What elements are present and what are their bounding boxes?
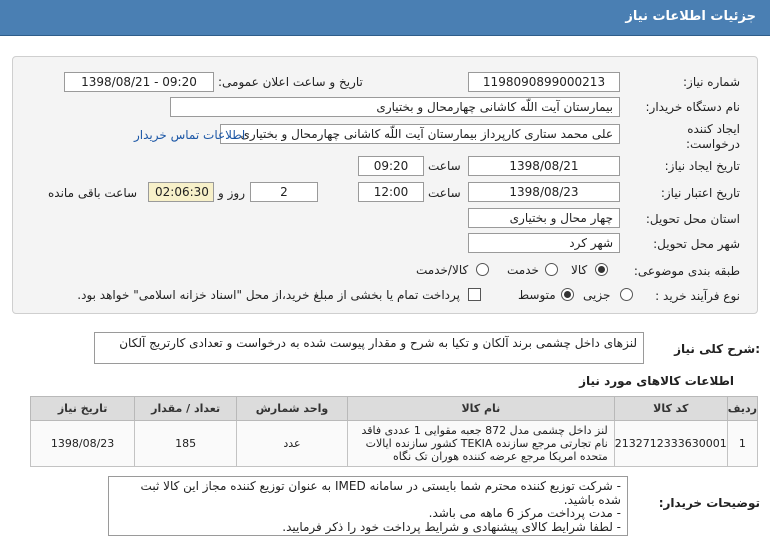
category-service-radio[interactable] [545,263,558,276]
province-label: استان محل تحویل: [645,212,740,226]
items-table [30,396,758,467]
cell-qty: 185 [135,421,237,467]
process-medium-label: متوسط [518,288,556,302]
remaining-time-field: 02:06:30 [148,182,214,202]
cell-row: 1 [727,421,757,467]
validity-date-field: 1398/08/23 [468,182,620,202]
note-line: - مدت پرداخت مرکز 6 ماهه می باشد. [428,506,621,520]
need-number-label: شماره نیاز: [683,75,740,89]
validity-time-field: 12:00 [358,182,424,202]
need-number-field: 1198090899000213 [468,72,620,92]
buyer-notes-label: توضیحات خریدار: [658,496,760,510]
category-goods-service-label: کالا/خدمت [416,263,469,277]
col-unit: واحد شمارش [237,397,348,421]
days-label: روز و [218,186,245,200]
remaining-label: ساعت باقی مانده [48,186,138,200]
description-field: لنزهای داخل چشمی برند آلکان و تکیا به شرح و مقدار پیوست شده به درخواست و تعدادی کارتریج آلکان [94,332,644,364]
items-section-title: اطلاعات کالاهای مورد نیاز [579,374,734,388]
cell-date: 1398/08/23 [31,421,135,467]
days-field: 2 [250,182,318,202]
col-row: ردیف [727,397,757,421]
create-date-field: 1398/08/21 [468,156,620,176]
announce-datetime-field: 1398/08/21 - 09:20 [64,72,214,92]
buyer-label: نام دستگاه خریدار: [645,100,740,114]
process-medium-radio[interactable] [561,288,574,301]
creator-label: ایجاد کننده درخواست: [686,122,740,151]
description-label: شرح کلی نیاز: [674,342,760,356]
create-time-field: 09:20 [358,156,424,176]
col-qty: تعداد / مقدار [135,397,237,421]
province-field: چهار محال و بختیاری [468,208,620,228]
cell-code: 2132712333630001 [614,421,727,467]
buyer-field: بیمارستان آیت اللّه کاشانی چهارمحال و بختیاری [170,97,620,117]
category-service-label: خدمت [507,263,539,277]
announce-label: تاریخ و ساعت اعلان عمومی: [218,75,363,89]
process-minor-radio[interactable] [620,288,633,301]
create-date-label: تاریخ ایجاد نیاز: [664,159,740,173]
city-field: شهر کرد [468,233,620,253]
note-line: - شرکت توزیع کننده محترم شما بایستی در سامانه IMED به عنوان توزیع کننده مجاز این کالا ثبت شده باشید. [140,479,621,507]
process-minor-label: جزیی [583,288,611,302]
category-goods-radio[interactable] [595,263,608,276]
validity-date-label: تاریخ اعتبار نیاز: [660,186,740,200]
col-code: کد کالا [614,397,727,421]
page-title: جزئیات اطلاعات نیاز [625,9,756,24]
city-label: شهر محل تحویل: [653,237,740,251]
items-table-header [31,397,758,421]
page-header [0,0,770,36]
cell-unit: عدد [237,421,348,467]
creator-field: علی محمد ستاری کارپرداز بیمارستان آیت اللّه کاشانی چهارمحال و بختیاری [220,124,620,144]
create-time-label: ساعت [428,159,461,173]
category-label: طبقه بندی موضوعی: [633,264,740,278]
treasury-payment-checkbox[interactable] [468,288,481,301]
col-name: نام کالا [347,397,614,421]
note-line: - لطفا شرایط کالای پیشنهادی و شرایط پرداخت خود را ذکر فرمایید. [282,519,621,534]
buyer-contact-link[interactable]: اطلاعات تماس خریدار [134,128,246,142]
buyer-notes-field [108,476,628,536]
category-goods-service-radio[interactable] [476,263,489,276]
treasury-payment-note: پرداخت تمام یا بخشی از مبلغ خرید،از محل "اسناد خزانه اسلامی" خواهد بود. [77,288,460,302]
col-date: تاریخ نیاز [31,397,135,421]
category-goods-label: کالا [571,263,588,277]
cell-name: لنز داخل چشمی مدل 872 جعبه مقوایی 1 عددی فاقد نام تجارتی مرجع سازنده TEKIA کشور سازنده ایالات متحده امریکا مرجع عرضه کننده هوران تک نگاه [347,421,614,467]
table-row [31,421,758,467]
process-label: نوع فرآیند خرید : [655,289,740,303]
validity-time-label: ساعت [428,186,461,200]
